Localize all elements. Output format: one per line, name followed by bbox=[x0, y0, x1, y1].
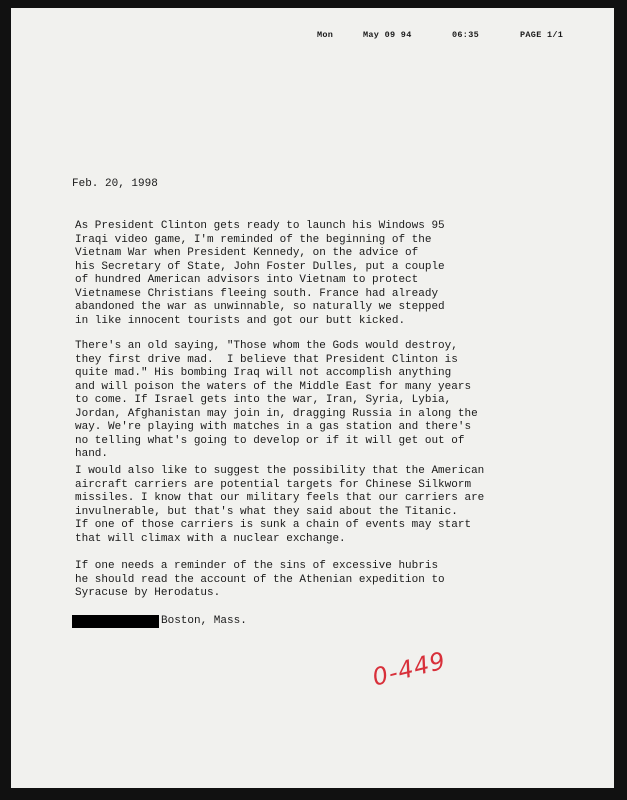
text-line: in like innocent tourists and got our butt kicked. bbox=[75, 314, 406, 327]
signature-row bbox=[72, 614, 247, 628]
fax-header-page: PAGE 1/1 bbox=[520, 30, 564, 40]
fax-header-day: Mon bbox=[317, 30, 334, 40]
handwritten-note: 0-449 bbox=[369, 646, 449, 692]
text-line: abandoned the war as unwinnable, so naturally we stepped bbox=[75, 301, 445, 313]
paragraph-2 bbox=[75, 340, 595, 462]
text-line: no telling what's going to develop or if it will get out of bbox=[75, 434, 465, 447]
paragraph-1 bbox=[75, 220, 595, 328]
text-line: they first drive mad. I believe that President Clinton is bbox=[75, 353, 458, 366]
paragraph-3 bbox=[75, 465, 595, 546]
text-line: Iraqi video game, I'm reminded of the beginning of the bbox=[75, 233, 432, 246]
text-line: There's an old saying, "Those whom the Gods would destroy, bbox=[75, 340, 458, 352]
redaction-bar bbox=[72, 615, 159, 628]
text-line: invulnerable, but that's what they said about the Titanic. bbox=[75, 505, 458, 518]
text-line: to come. If Israel gets into the war, Iran, Syria, Lybia, bbox=[75, 394, 452, 406]
letter-date: Feb. 20, 1998 bbox=[72, 178, 158, 190]
text-line: hand. bbox=[75, 448, 109, 460]
text-line: way. We're playing with matches in a gas station and there's bbox=[75, 421, 472, 433]
fax-header-date: May 09 94 bbox=[363, 30, 412, 40]
text-line: Jordan, Afghanistan may join in, dragging Russia in along the bbox=[75, 407, 478, 420]
text-line: Vietnam War when President Kennedy, on the advice of bbox=[75, 247, 419, 259]
text-line: and will poison the waters of the Middle East for many years bbox=[75, 380, 472, 393]
paragraph-4 bbox=[75, 560, 595, 601]
signature-location: Boston, Mass. bbox=[161, 615, 247, 627]
text-line: I would also like to suggest the possibility that the American bbox=[75, 465, 485, 477]
document-page bbox=[11, 8, 614, 788]
text-line: quite mad." His bombing Iraq will not accomplish anything bbox=[75, 367, 452, 379]
text-line: he should read the account of the Athenian expedition to bbox=[75, 573, 445, 586]
text-line: Vietnamese Christians fleeing south. France had already bbox=[75, 287, 439, 300]
text-line: his Secretary of State, John Foster Dulles, put a couple bbox=[75, 260, 445, 273]
text-line: Syracuse by Herodatus. bbox=[75, 587, 221, 599]
text-line: As President Clinton gets ready to launch his Windows 95 bbox=[75, 220, 445, 232]
text-line: If one of those carriers is sunk a chain of events may start bbox=[75, 519, 472, 531]
text-line: If one needs a reminder of the sins of excessive hubris bbox=[75, 560, 439, 572]
text-line: aircraft carriers are potential targets for Chinese Silkworm bbox=[75, 478, 472, 491]
text-line: missiles. I know that our military feels that our carriers are bbox=[75, 492, 485, 504]
fax-header-time: 06:35 bbox=[452, 30, 480, 40]
text-line: that will climax with a nuclear exchange. bbox=[75, 532, 346, 545]
text-line: of hundred American advisors into Vietnam to protect bbox=[75, 274, 419, 286]
